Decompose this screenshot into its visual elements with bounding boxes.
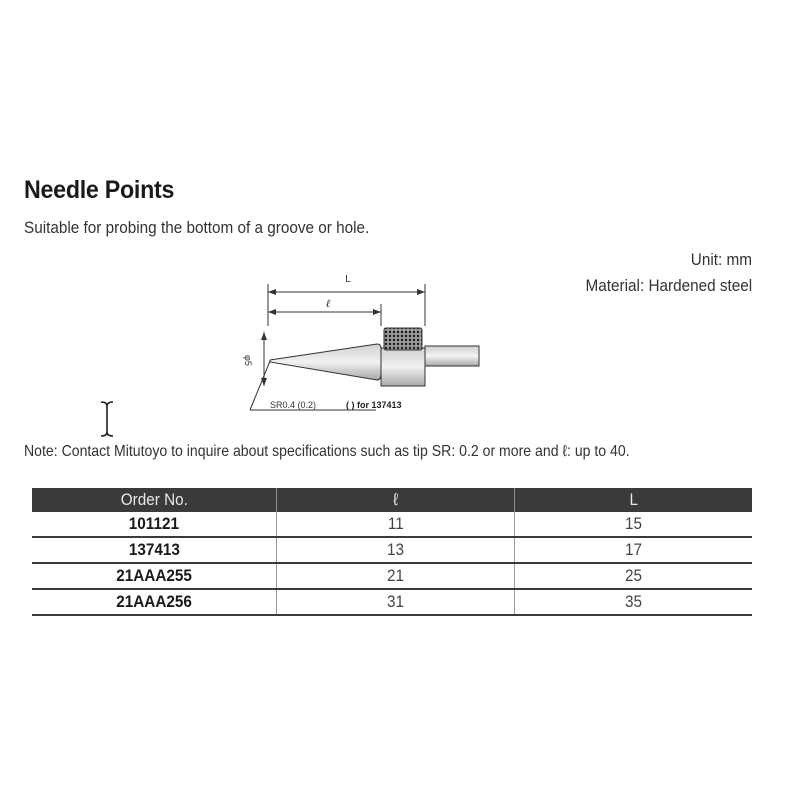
- l-value-cell: 31: [277, 589, 515, 615]
- L-value-cell: 17: [514, 537, 752, 563]
- table-header-row: [32, 488, 752, 512]
- tip-parenthetical-label: ( ) for 137413: [346, 400, 402, 410]
- table-row: [32, 537, 752, 563]
- dimension-diameter-label: φ5: [243, 355, 253, 366]
- table-row: [32, 589, 752, 615]
- order-no-cell: 101121: [32, 512, 277, 537]
- tip-radius-label: SR0.4 (0.2): [270, 400, 317, 410]
- header-order-no: Order No.: [32, 488, 277, 512]
- material-label: Material: Hardened steel: [585, 276, 752, 295]
- L-value-cell: 35: [514, 589, 752, 615]
- page-title: Needle Points: [24, 176, 175, 204]
- text-cursor-icon: [97, 400, 117, 438]
- table-row: [32, 563, 752, 589]
- page-subtitle: Suitable for probing the bottom of a groove or hole.: [24, 218, 370, 237]
- order-no-cell: 137413: [32, 537, 277, 563]
- unit-label: Unit: mm: [690, 250, 752, 269]
- dimension-L-label: L: [345, 274, 351, 285]
- L-value-cell: 15: [514, 512, 752, 537]
- order-no-cell: 21AAA256: [32, 589, 277, 615]
- table-row: [32, 512, 752, 537]
- order-table: [32, 488, 752, 616]
- dimension-l-label: ℓ: [325, 298, 331, 310]
- order-no-cell: 21AAA255: [32, 563, 277, 589]
- l-value-cell: 21: [277, 563, 515, 589]
- l-value-cell: 13: [277, 537, 515, 563]
- L-value-cell: 25: [514, 563, 752, 589]
- needle-point-diagram: [236, 262, 496, 422]
- l-value-cell: 11: [277, 512, 515, 537]
- header-L: L: [514, 488, 752, 512]
- note-text: Note: Contact Mitutoyo to inquire about specifications such as tip SR: 0.2 or more and ℓ: up to 40.: [24, 443, 630, 460]
- header-l: ℓ: [277, 488, 515, 512]
